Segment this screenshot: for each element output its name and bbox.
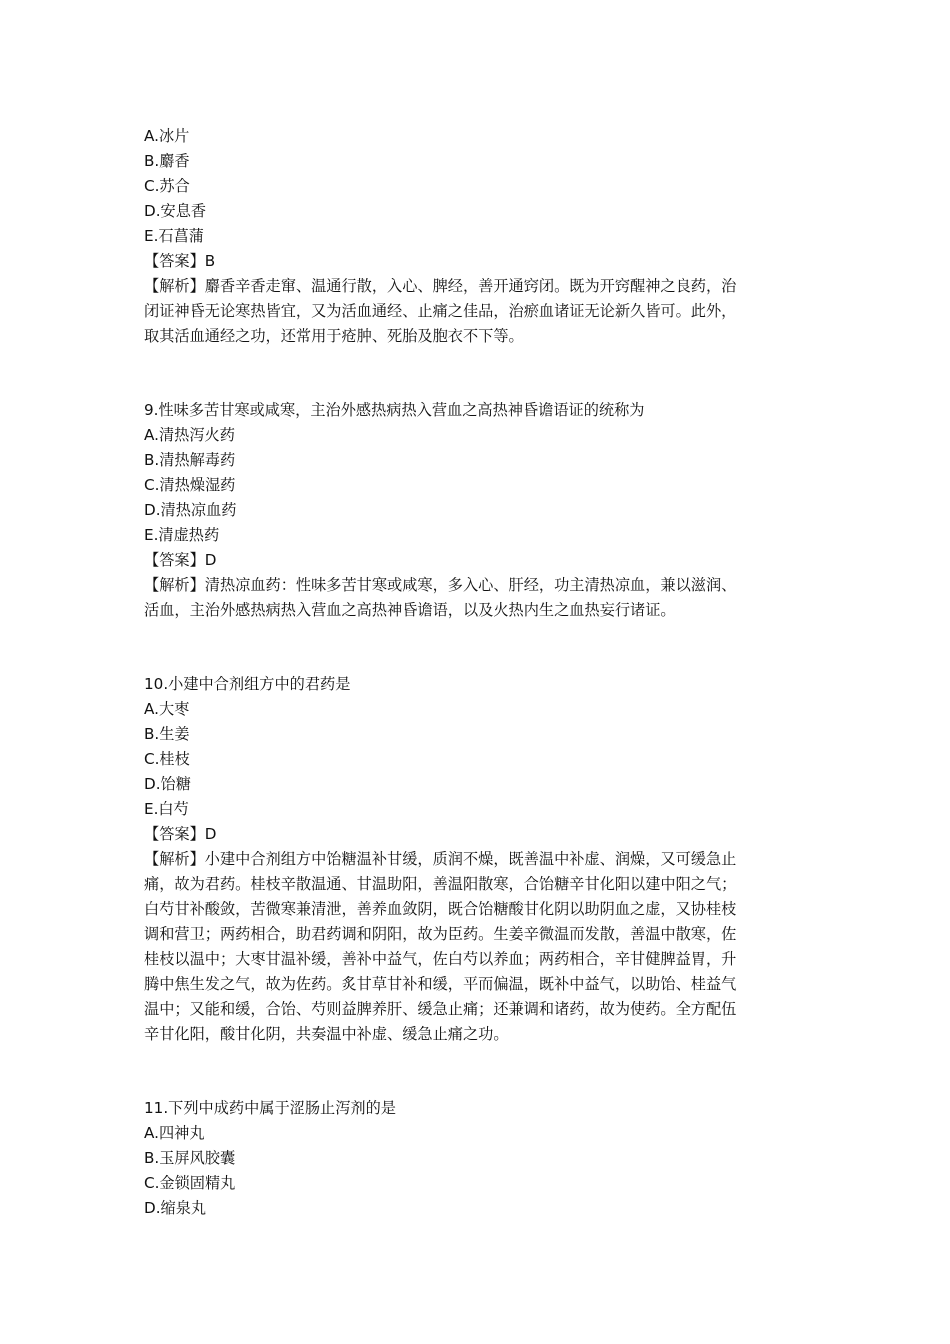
question-10	[144, 672, 808, 1047]
analysis-line: 【解析】小建中合剂组方中饴糖温补甘缓，质润不燥，既善温中补虚、润燥，又可缓急止	[144, 850, 737, 868]
analysis-line: 痛，故为君药。桂枝辛散温通、甘温助阳，善温阳散寒，合饴糖辛甘化阳以建中阳之气；	[144, 875, 737, 893]
option-d: D.安息香	[144, 202, 207, 220]
option-a: A.清热泻火药	[144, 426, 235, 444]
option-d: D.清热凉血药	[144, 501, 237, 519]
analysis-line: 腾中焦生发之气，故为佐药。炙甘草甘补和缓，平而偏温，既补中益气，以助饴、桂益气	[144, 975, 737, 993]
analysis-line: 闭证神昏无论寒热皆宜，又为活血通经、止痛之佳品，治瘀血诸证无论新久皆可。此外，	[144, 302, 737, 320]
analysis-line: 调和营卫；两药相合，助君药调和阴阳，故为臣药。生姜辛微温而发散，善温中散寒，佐	[144, 925, 737, 943]
analysis-line: 活血，主治外感热病热入营血之高热神昏谵语，以及火热内生之血热妄行诸证。	[144, 601, 676, 619]
option-c: C.清热燥湿药	[144, 476, 236, 494]
option-b: B.麝香	[144, 152, 190, 170]
analysis-line: 【解析】清热凉血药：性味多苦甘寒或咸寒，多入心、肝经，功主清热凉血，兼以滋润、	[144, 576, 737, 594]
answer: 【答案】B	[144, 252, 216, 270]
question-stem: 10.小建中合剂组方中的君药是	[144, 675, 351, 693]
question-8	[144, 124, 808, 349]
answer: 【答案】D	[144, 825, 217, 843]
analysis-line: 辛甘化阳，酸甘化阴，共奏温中补虚、缓急止痛之功。	[144, 1025, 509, 1043]
option-c: C.桂枝	[144, 750, 190, 768]
option-b: B.生姜	[144, 725, 190, 743]
option-a: A.大枣	[144, 700, 190, 718]
option-d: D.饴糖	[144, 775, 191, 793]
option-e: E.石菖蒲	[144, 227, 204, 245]
option-b: B.清热解毒药	[144, 451, 236, 469]
option-c: C.苏合	[144, 177, 190, 195]
option-b: B.玉屏风胶囊	[144, 1149, 236, 1167]
analysis-line: 白芍甘补酸敛，苦微寒兼清泄，善养血敛阴，既合饴糖酸甘化阴以助阴血之虚，又协桂枝	[144, 900, 737, 918]
question-stem: 9.性味多苦甘寒或咸寒，主治外感热病热入营血之高热神昏谵语证的统称为	[144, 401, 645, 419]
analysis-line: 取其活血通经之功，还常用于疮肿、死胎及胞衣不下等。	[144, 327, 524, 345]
question-11	[144, 1096, 808, 1221]
option-e: E.白芍	[144, 800, 189, 818]
option-e: E.清虚热药	[144, 526, 220, 544]
analysis-line: 温中；又能和缓，合饴、芍则益脾养肝、缓急止痛；还兼调和诸药，故为使药。全方配伍	[144, 1000, 737, 1018]
document-page	[144, 124, 808, 1221]
question-stem: 11.下列中成药中属于涩肠止泻剂的是	[144, 1099, 396, 1117]
analysis-line: 桂枝以温中；大枣甘温补缓，善补中益气，佐白芍以养血；两药相合，辛甘健脾益胃，升	[144, 950, 737, 968]
option-d: D.缩泉丸	[144, 1199, 207, 1217]
option-a: A.冰片	[144, 127, 190, 145]
question-9	[144, 398, 808, 623]
answer: 【答案】D	[144, 551, 217, 569]
option-a: A.四神丸	[144, 1124, 205, 1142]
option-c: C.金锁固精丸	[144, 1174, 236, 1192]
analysis-line: 【解析】麝香辛香走窜、温通行散，入心、脾经，善开通窍闭。既为开窍醒神之良药，治	[144, 277, 737, 295]
